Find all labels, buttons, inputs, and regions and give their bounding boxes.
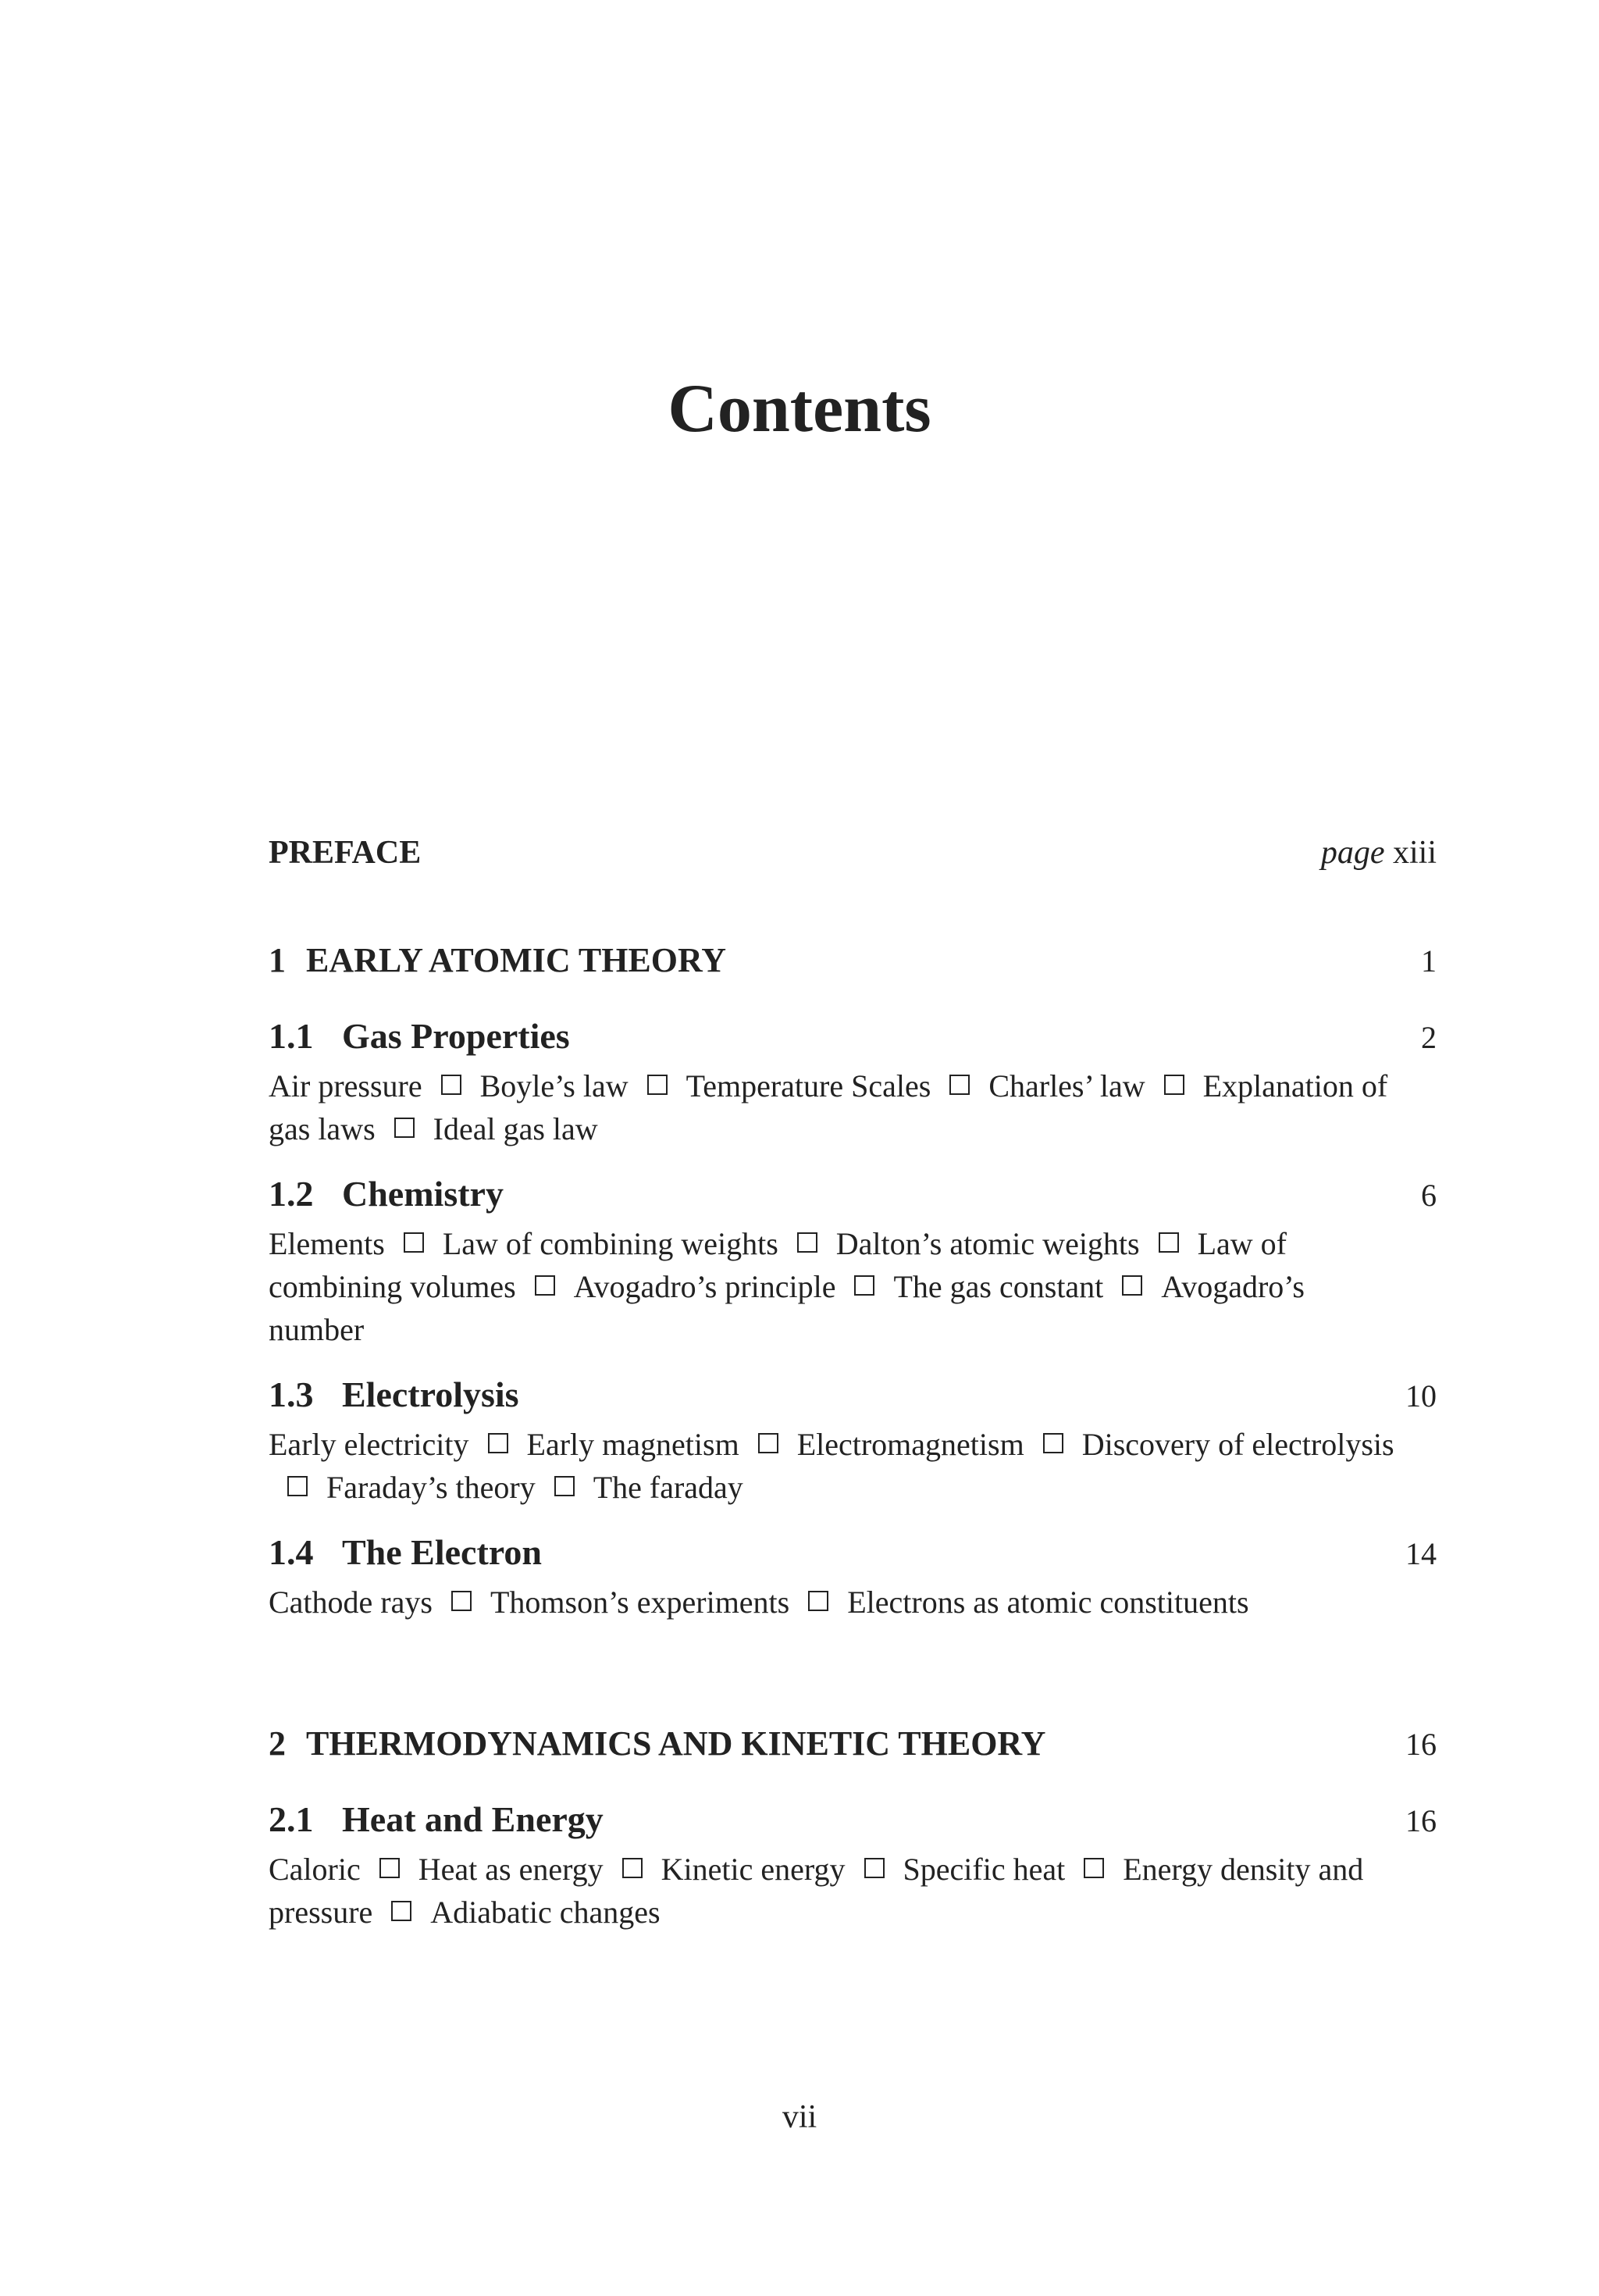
- toc-section: [269, 1005, 1437, 1150]
- preface-page-number: xiii: [1392, 835, 1437, 871]
- section-heading: [269, 1364, 1437, 1428]
- topic-item: The faraday: [593, 1470, 743, 1505]
- chapter-title: THERMODYNAMICS AND KINETIC THEORY: [306, 1724, 1046, 1763]
- section-topics: [269, 1222, 1401, 1351]
- topic-item: Electromagnetism: [796, 1427, 1024, 1462]
- topic-item: Heat as energy: [418, 1852, 604, 1887]
- topic-item: Air pressure: [269, 1068, 422, 1103]
- separator-box-icon: [1084, 1858, 1104, 1878]
- separator-box-icon: [1043, 1433, 1063, 1453]
- chapter-title: EARLY ATOMIC THEORY: [306, 941, 726, 979]
- section-topics: [269, 1581, 1401, 1624]
- section-topics: [269, 1064, 1401, 1150]
- toc-section: [269, 1364, 1437, 1509]
- section-number: 1.1: [269, 1016, 314, 1056]
- section-number: 1.4: [269, 1532, 314, 1572]
- topic-item: Explanation of gas laws: [269, 1068, 1388, 1146]
- topic-item: Temperature Scales: [686, 1068, 931, 1103]
- separator-box-icon: [404, 1232, 424, 1253]
- topic-item: Dalton’s atomic weights: [835, 1226, 1140, 1261]
- separator-box-icon: [622, 1858, 643, 1878]
- chapter-heading: [269, 929, 1437, 993]
- section-heading: [269, 1005, 1437, 1069]
- section-number: 1.2: [269, 1174, 314, 1214]
- section-page: 10: [1405, 1378, 1437, 1414]
- separator-box-icon: [535, 1275, 555, 1296]
- topic-item: Discovery of electrolysis: [1081, 1427, 1394, 1462]
- separator-box-icon: [797, 1232, 817, 1253]
- separator-box-icon: [808, 1591, 828, 1611]
- separator-box-icon: [287, 1476, 308, 1496]
- separator-box-icon: [451, 1591, 472, 1611]
- separator-box-icon: [488, 1433, 508, 1453]
- section-topics: [269, 1848, 1401, 1934]
- topic-item: Specific heat: [903, 1852, 1066, 1887]
- section-title: Chemistry: [342, 1174, 504, 1214]
- preface-page: [1321, 822, 1437, 884]
- section-number: 2.1: [269, 1799, 314, 1839]
- chapter-page: 1: [1421, 943, 1437, 979]
- separator-box-icon: [854, 1275, 874, 1296]
- separator-box-icon: [394, 1118, 415, 1138]
- preface-label: PREFACE: [269, 835, 422, 871]
- topic-item: Cathode rays: [269, 1585, 433, 1620]
- separator-box-icon: [441, 1075, 461, 1095]
- toc-section: [269, 1788, 1437, 1934]
- section-title: The Electron: [342, 1532, 542, 1572]
- section-heading: [269, 1521, 1437, 1585]
- topic-item: Law of combining volumes: [269, 1226, 1287, 1304]
- topic-item: Avogadro’s principle: [573, 1269, 836, 1304]
- separator-box-icon: [758, 1433, 778, 1453]
- separator-box-icon: [379, 1858, 400, 1878]
- section-heading: [269, 1788, 1437, 1852]
- separator-box-icon: [1164, 1075, 1184, 1095]
- page-number: vii: [782, 2099, 817, 2135]
- topic-item: The gas constant: [893, 1269, 1104, 1304]
- toc-section: [269, 1521, 1437, 1624]
- topic-item: Electrons as atomic constituents: [847, 1585, 1249, 1620]
- section-title-line: [269, 1521, 542, 1584]
- topic-item: Avogadro’s number: [269, 1269, 1305, 1347]
- table-of-contents: [269, 822, 1437, 1934]
- chapter-heading: [269, 1713, 1437, 1776]
- topic-item: Elements: [269, 1226, 385, 1261]
- topic-item: Charles’ law: [988, 1068, 1145, 1103]
- topic-item: Caloric: [269, 1852, 361, 1887]
- separator-box-icon: [949, 1075, 970, 1095]
- topic-item: Boyle’s law: [479, 1068, 629, 1103]
- section-topics: [269, 1423, 1401, 1509]
- section-number: 1.3: [269, 1374, 314, 1414]
- separator-box-icon: [554, 1476, 575, 1496]
- section-title-line: [269, 1005, 570, 1068]
- topic-item: Early electricity: [269, 1427, 469, 1462]
- toc-section: [269, 1163, 1437, 1351]
- section-page: 16: [1405, 1803, 1437, 1838]
- section-page: 2: [1421, 1020, 1437, 1055]
- section-title: Heat and Energy: [342, 1799, 604, 1839]
- section-title-line: [269, 1788, 604, 1851]
- topic-item: Kinetic energy: [661, 1852, 846, 1887]
- section-title: Gas Properties: [342, 1016, 570, 1056]
- topic-item: Ideal gas law: [433, 1111, 598, 1146]
- separator-box-icon: [647, 1075, 668, 1095]
- toc-entry-preface: [269, 822, 1437, 884]
- topic-item: Law of combining weights: [442, 1226, 778, 1261]
- section-title: Electrolysis: [342, 1374, 519, 1414]
- section-page: 6: [1421, 1178, 1437, 1213]
- section-title-line: [269, 1364, 519, 1426]
- separator-box-icon: [864, 1858, 885, 1878]
- chapter-page: 16: [1405, 1727, 1437, 1762]
- chapter-title-line: [269, 1713, 1045, 1775]
- page-word: page: [1320, 835, 1385, 871]
- separator-box-icon: [1122, 1275, 1142, 1296]
- separator-box-icon: [391, 1901, 411, 1921]
- chapter-number: 1: [269, 941, 286, 979]
- section-page: 14: [1405, 1536, 1437, 1571]
- section-heading: [269, 1163, 1437, 1227]
- section-title-line: [269, 1163, 504, 1225]
- chapter-number: 2: [269, 1724, 286, 1763]
- separator-box-icon: [1159, 1232, 1179, 1253]
- topic-item: Faraday’s theory: [326, 1470, 536, 1505]
- page-title: Contents: [668, 371, 931, 447]
- chapter-title-line: [269, 929, 726, 992]
- topic-item: Early magnetism: [526, 1427, 739, 1462]
- topic-item: Adiabatic changes: [430, 1895, 661, 1930]
- topic-item: Thomson’s experiments: [490, 1585, 790, 1620]
- topic-item: Energy density and pressure: [269, 1852, 1364, 1930]
